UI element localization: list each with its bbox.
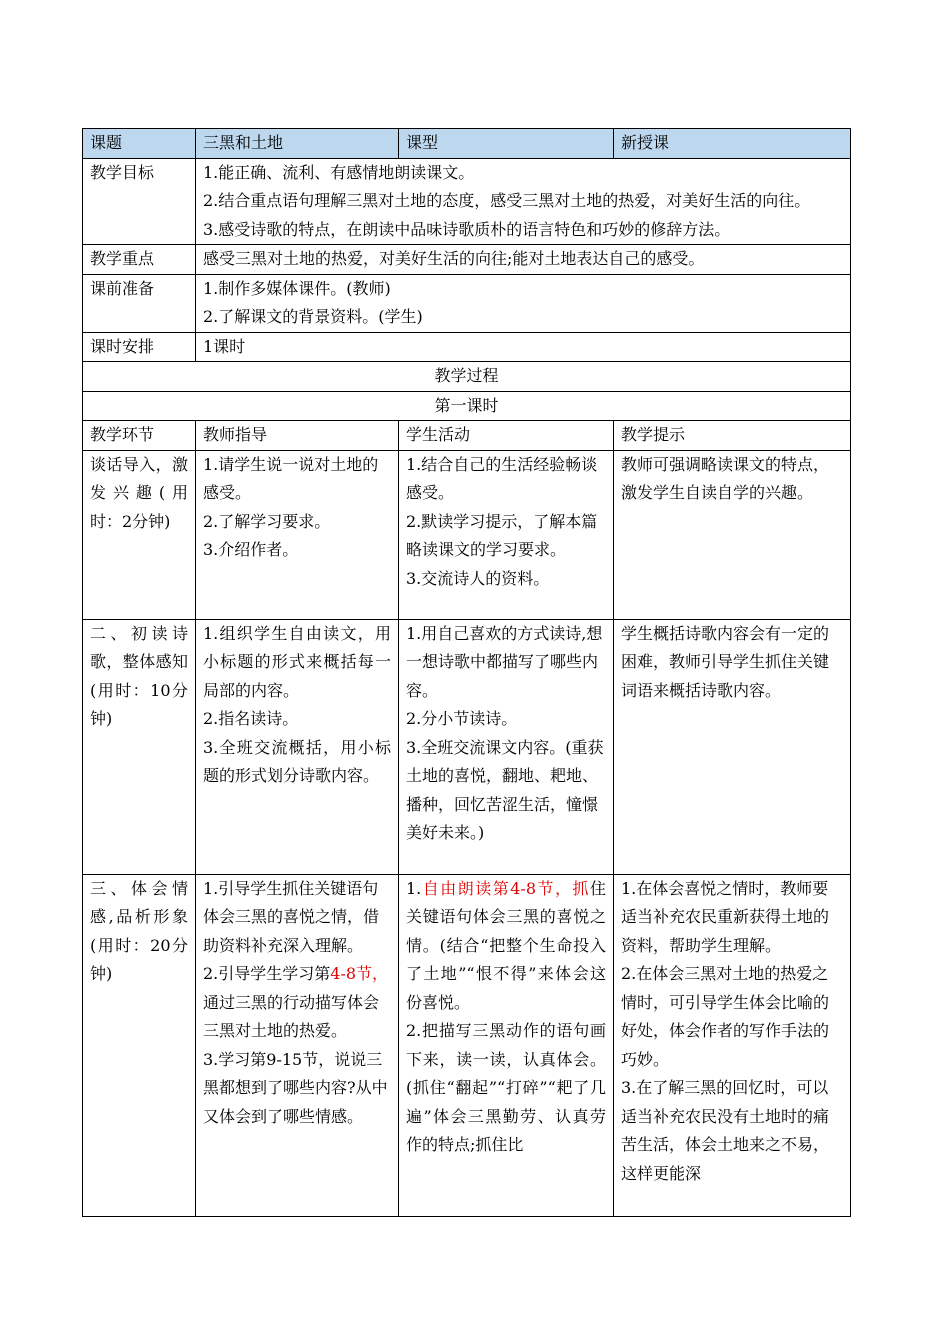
stage-name: 二、初读诗歌，整体感知(用时：10分钟) xyxy=(83,619,196,874)
type-value: 新授课 xyxy=(614,129,851,159)
preparation-label: 课前准备 xyxy=(83,274,196,332)
text-segment: 1. xyxy=(406,878,422,898)
list-item: 2.把描写三黑动作的语句画下来，读一读，认真体会。(抓住“翻起”“打碎”“耙了几遍”体会三黑勤劳、认真劳作的特点;抓住比 xyxy=(406,1021,606,1154)
key-points-content: 感受三黑对土地的热爱，对美好生活的向往;能对土地表达自己的感受。 xyxy=(196,245,851,275)
list-item: 1.结合自己的生活经验畅谈感受。 xyxy=(406,454,598,502)
column-header: 教学环节 xyxy=(83,421,196,451)
list-item: 3.在了解三黑的回忆时，可以适当补充农民没有土地时的痛苦生活，体会土地来之不易，这样更能深 xyxy=(621,1078,830,1183)
process-title-row xyxy=(83,362,851,392)
list-item: 3.学习第9-15节，说说三黑都想到了哪些内容?从中又体会到了哪些情感。 xyxy=(203,1049,388,1126)
student-activity xyxy=(399,619,614,874)
teaching-tips xyxy=(614,619,851,874)
list-item: 1.组织学生自由读文，用小标题的形式来概括每一局部的内容。 xyxy=(203,623,391,700)
schedule-row xyxy=(83,332,851,362)
preparation-row xyxy=(83,274,851,332)
schedule-label: 课时安排 xyxy=(83,332,196,362)
teacher-guidance xyxy=(196,450,399,619)
objectives-content xyxy=(196,158,851,245)
schedule-value: 1课时 xyxy=(196,332,851,362)
list-item: 2.在体会三黑对土地的热爱之情时，可引导学生体会比喻的好处，体会作者的写作手法的巧妙。 xyxy=(621,964,830,1069)
type-label: 课型 xyxy=(399,129,614,159)
list-item xyxy=(406,875,606,1018)
list-item: 1.引导学生抓住关键语句体会三黑的喜悦之情，借助资料补充深入理解。 xyxy=(203,878,380,955)
preparation-item: 2.了解课文的背景资料。(学生) xyxy=(203,307,423,326)
column-header: 教师指导 xyxy=(196,421,399,451)
objective-item: 2.结合重点语句理解三黑对土地的态度，感受三黑对土地的热爱，对美好生活的向往。 xyxy=(203,191,811,210)
stage-name: 三、体会情感,品析形象(用时：20分钟) xyxy=(83,874,196,1216)
list-item: 教师可强调略读课文的特点，激发学生自读自学的兴趣。 xyxy=(621,454,830,502)
header-row xyxy=(83,129,851,159)
teaching-tips xyxy=(614,450,851,619)
list-item: 学生概括诗歌内容会有一定的困难，教师引导学生抓住关键词语来概括诗歌内容。 xyxy=(621,623,830,700)
list-item: 2.指名读诗。 xyxy=(203,709,299,728)
topic-value: 三黑和土地 xyxy=(196,129,399,159)
lesson-title-row xyxy=(83,391,851,421)
column-header-row xyxy=(83,421,851,451)
list-item: 1.用自己喜欢的方式读诗,想一想诗歌中都描写了哪些内容。 xyxy=(406,623,603,700)
student-activity xyxy=(399,450,614,619)
key-points-label: 教学重点 xyxy=(83,245,196,275)
list-item: 2.默读学习提示，了解本篇略读课文的学习要求。 xyxy=(406,511,598,559)
text-segment: 住关键语句体会三黑的喜悦之情。(结合“把整个生命投入了土地”“恨不得”来体会这份喜悦。 xyxy=(406,878,606,1012)
stage-name: 谈话导入，激发兴趣(用时：2分钟) xyxy=(83,450,196,619)
stage-row-1 xyxy=(83,450,851,619)
objectives-row xyxy=(83,158,851,245)
objective-item: 3.感受诗歌的特点，在朗读中品味诗歌质朴的语言特色和巧妙的修辞方法。 xyxy=(203,219,731,239)
list-item: 3.介绍作者。 xyxy=(203,540,299,559)
key-points-row xyxy=(83,245,851,275)
process-title: 教学过程 xyxy=(83,362,851,392)
text-segment: 2.引导学生学习第 xyxy=(203,964,331,983)
stage-row-3 xyxy=(83,874,851,1216)
highlighted-text: 自由朗读第4-8节，抓 xyxy=(421,878,590,898)
list-item: 1.在体会喜悦之情时，教师要适当补充农民重新获得土地的资料，帮助学生理解。 xyxy=(621,878,830,955)
student-activity xyxy=(399,874,614,1216)
list-item: 2.了解学习要求。 xyxy=(203,511,331,531)
list-item: 1.请学生说一说对土地的感受。 xyxy=(203,454,379,502)
objective-item: 1.能正确、流利、有感情地朗读课文。 xyxy=(203,162,475,182)
list-item: 3.交流诗人的资料。 xyxy=(406,568,550,588)
text-segment: 通过三黑的行动描写体会三黑对土地的热爱。 xyxy=(203,992,380,1040)
topic-label: 课题 xyxy=(83,129,196,159)
list-item: 2.分小节读诗。 xyxy=(406,709,518,728)
preparation-item: 1.制作多媒体课件。(教师) xyxy=(203,278,391,298)
list-item: 3.全班交流概括，用小标题的形式划分诗歌内容。 xyxy=(203,737,391,785)
lesson-title: 第一课时 xyxy=(83,391,851,421)
column-header: 学生活动 xyxy=(399,421,614,451)
list-item xyxy=(203,960,391,1046)
teaching-tips xyxy=(614,874,851,1216)
stage-row-2 xyxy=(83,619,851,874)
teacher-guidance xyxy=(196,619,399,874)
highlighted-text: 4-8节， xyxy=(330,964,389,983)
objectives-label: 教学目标 xyxy=(83,158,196,245)
column-header: 教学提示 xyxy=(614,421,851,451)
list-item: 3.全班交流课文内容。(重获土地的喜悦，翻地、耙地、播种，回忆苦涩生活，憧憬美好未来。) xyxy=(406,737,604,842)
teacher-guidance xyxy=(196,874,399,1216)
lesson-plan-table xyxy=(82,128,851,1217)
preparation-content xyxy=(196,274,851,332)
